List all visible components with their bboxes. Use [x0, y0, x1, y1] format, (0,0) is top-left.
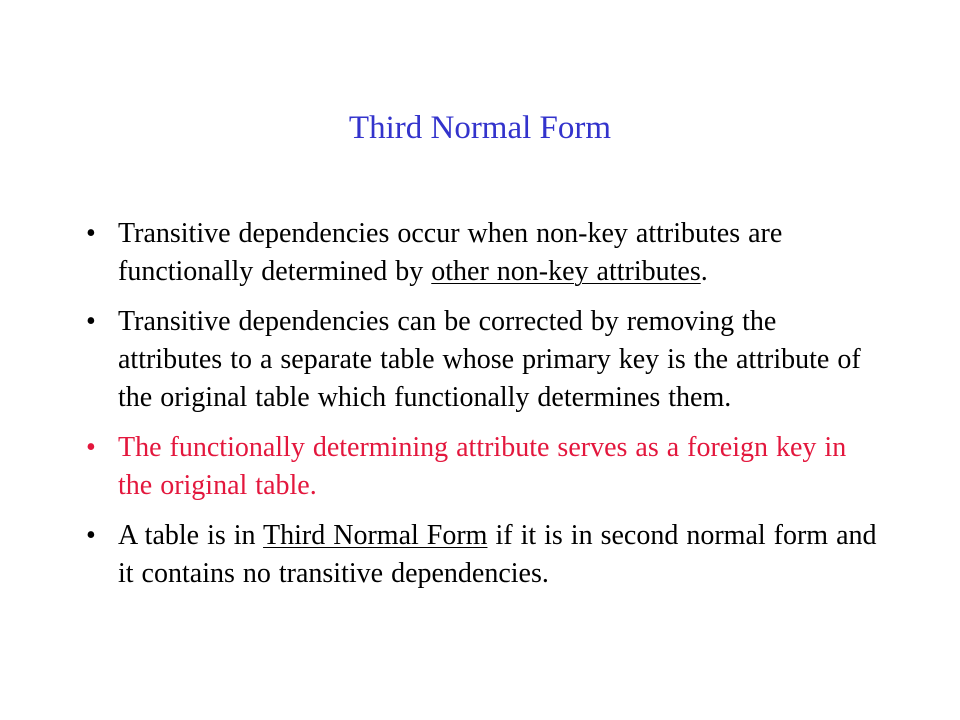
bullet-text-end: if it is in second normal form and it contains no transitive dependencies. [118, 520, 877, 589]
bullet-dot-icon: • [86, 306, 96, 337]
bullet-text: Transitive dependencies can be corrected by removing the attributes to a separate table whose primary key is the attribute of the original table which functionally determines them. [118, 306, 861, 413]
bullet-list [80, 215, 880, 605]
underlined-term: other non-key attributes [431, 256, 701, 287]
bullet-dot-icon: • [86, 218, 96, 249]
bullet-dot-icon: • [86, 432, 96, 463]
slide-title: Third Normal Form [348, 110, 612, 146]
bullet-item-foreign-key [80, 429, 880, 505]
bullet-text: A table is in [118, 520, 264, 551]
bullet-item-3nf-definition [80, 517, 880, 593]
underlined-term: Third Normal Form [263, 520, 488, 551]
bullet-text-end: . [700, 256, 708, 287]
bullet-text: The functionally determining attribute serves as a foreign key in the original table. [118, 432, 847, 501]
bullet-dot-icon: • [86, 520, 96, 551]
bullet-item-transitive-definition [80, 215, 880, 291]
bullet-item-correction [80, 303, 880, 417]
bullet-text: Transitive dependencies occur when non-key attributes are functionally determined by [118, 218, 783, 287]
